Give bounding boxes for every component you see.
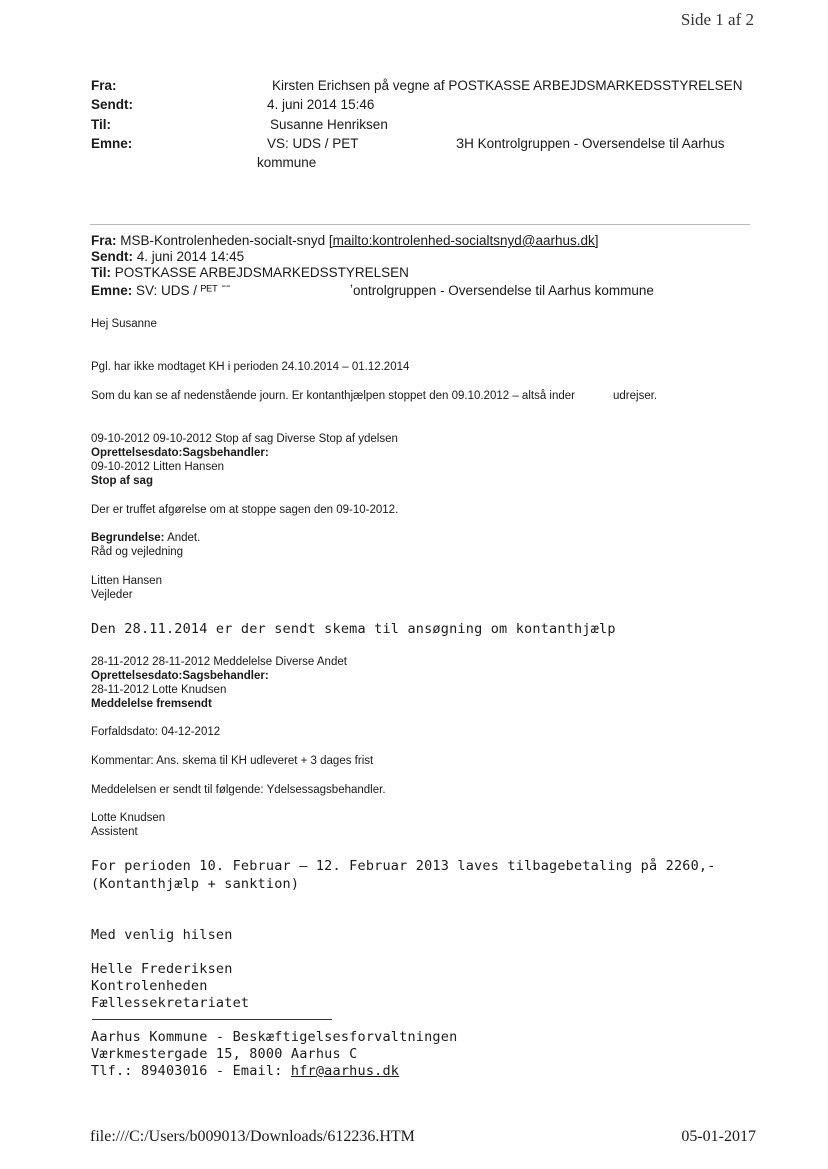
footer-file-path: file:///C:/Users/b009013/Downloads/612236.HTM	[90, 1128, 415, 1145]
header-subject-part3: kommune	[257, 155, 317, 170]
greeting: Hej Susanne	[91, 318, 157, 330]
org-address: Værkmestergade 15, 8000 Aarhus C	[91, 1046, 358, 1062]
fwd-to-line	[91, 265, 409, 280]
header-sent-label: Sendt:	[91, 97, 133, 112]
journal1-sign-title: Vejleder	[91, 589, 133, 601]
org-email-link[interactable]: hfr@aarhus.dk	[290, 1063, 400, 1079]
fwd-mailto-link[interactable]: [mailto:kontrolenhed-socialtsnyd@aarhus.dk]	[328, 233, 599, 248]
note-skema-sent: Den 28.11.2014 er der sendt skema til ansøgning om kontanthjælp	[91, 621, 616, 637]
fwd-from-line	[91, 233, 599, 248]
body-line2a: Som du kan se af nedenstående journ. Er kontanthjælpen stoppet den 09.10.2012 – altså inder	[91, 390, 575, 402]
journal1-reason-line2: Råd og vejledning	[91, 546, 184, 558]
body-line1: Pgl. har ikke modtaget KH i perioden 24.10.2014 – 01.12.2014	[91, 361, 410, 373]
header-to-label: Til:	[91, 117, 111, 132]
header-from-value: Kirsten Erichsen på vegne af POSTKASSE ARBEJDSMARKEDSSTYRELSEN	[272, 78, 743, 93]
journal2-sign-name: Lotte Knudsen	[91, 812, 166, 824]
journal2-line3: 28-11-2012 Lotte Knudsen	[91, 684, 227, 696]
fwd-sent-value: 4. juni 2014 14:45	[136, 249, 245, 264]
journal1-sign-name: Litten Hansen	[91, 575, 162, 587]
journal1-reason	[91, 532, 200, 544]
journal2-line4: Meddelelse fremsendt	[91, 698, 212, 710]
fwd-subject-part1: SV: UDS / ᴾᴱᵀ ˉˉ	[136, 283, 231, 298]
fwd-from-value: MSB-Kontrolenheden-socialt-snyd	[120, 233, 326, 248]
signature-name: Helle Frederiksen	[91, 961, 233, 977]
header-to-value: Susanne Henriksen	[270, 117, 388, 132]
journal2-comment: Kommentar: Ans. skema til KH udleveret + 3 dages frist	[91, 755, 374, 767]
signature-unit: Fællessekretariatet	[91, 995, 250, 1011]
journal1-line2: Oprettelsesdato:Sagsbehandler:	[91, 447, 269, 459]
journal2-sign-title: Assistent	[91, 826, 138, 838]
header-subject-part2: ЗH Kontrolgruppen - Oversendelse til Aarhus	[456, 136, 725, 151]
signature-department: Kontrolenheden	[91, 978, 208, 994]
fwd-from-label: Fra:	[91, 233, 117, 248]
fwd-subject-part2: ʼontrolgruppen - Oversendelse til Aarhus kommune	[350, 283, 654, 298]
header-sent-value: 4. juni 2014 15:46	[267, 97, 375, 112]
body-line2b: udrejser.	[613, 390, 658, 402]
journal2-sent-to: Meddelelsen er sendt til følgende: Ydelsessagsbehandler.	[91, 784, 386, 796]
fwd-subject-line	[91, 283, 231, 298]
header-subject-part1: VS: UDS / PET	[267, 136, 359, 151]
closing: Med venlig hilsen	[91, 927, 233, 943]
signature-divider	[92, 1019, 332, 1020]
fwd-to-value: POSTKASSE ARBEJDSMARKEDSSTYRELSEN	[114, 265, 409, 280]
journal1-line4: Stop af sag	[91, 475, 153, 487]
journal1-line1: 09-10-2012 09-10-2012 Stop af sag Diverse Stop af ydelsen	[91, 433, 398, 445]
fwd-sent-line	[91, 249, 244, 264]
journal2-line1: 28-11-2012 28-11-2012 Meddelelse Diverse Andet	[91, 656, 347, 668]
org-phone: Tlf.: 89403016 - Email:	[91, 1063, 283, 1079]
journal2-line2: Oprettelsesdato:Sagsbehandler:	[91, 670, 269, 682]
journal1-reason-label: Begrundelse:	[91, 532, 165, 544]
journal1-line3: 09-10-2012 Litten Hansen	[91, 461, 224, 473]
fwd-to-label: Til:	[91, 265, 111, 280]
page-number: Side 1 af 2	[680, 10, 754, 29]
journal1-reason-value: Andet.	[167, 532, 201, 544]
fwd-subject-label: Emne:	[91, 283, 133, 298]
fwd-sent-label: Sendt:	[91, 249, 133, 264]
note-repayment-line1: For perioden 10. Februar – 12. Februar 2013 laves tilbagebetaling på 2260,-	[91, 858, 716, 874]
footer-date: 05-01-2017	[681, 1128, 756, 1145]
header-divider	[90, 224, 750, 225]
note-repayment-line2: (Kontanthjælp + sanktion)	[91, 876, 300, 892]
header-from-label: Fra:	[91, 78, 117, 93]
org-line1: Aarhus Kommune - Beskæftigelsesforvaltningen	[91, 1029, 458, 1045]
journal2-due: Forfaldsdato: 04-12-2012	[91, 726, 221, 738]
org-contact	[91, 1063, 399, 1079]
header-subject-label: Emne:	[91, 136, 133, 151]
journal1-decision: Der er truffet afgørelse om at stoppe sagen den 09-10-2012.	[91, 504, 399, 516]
